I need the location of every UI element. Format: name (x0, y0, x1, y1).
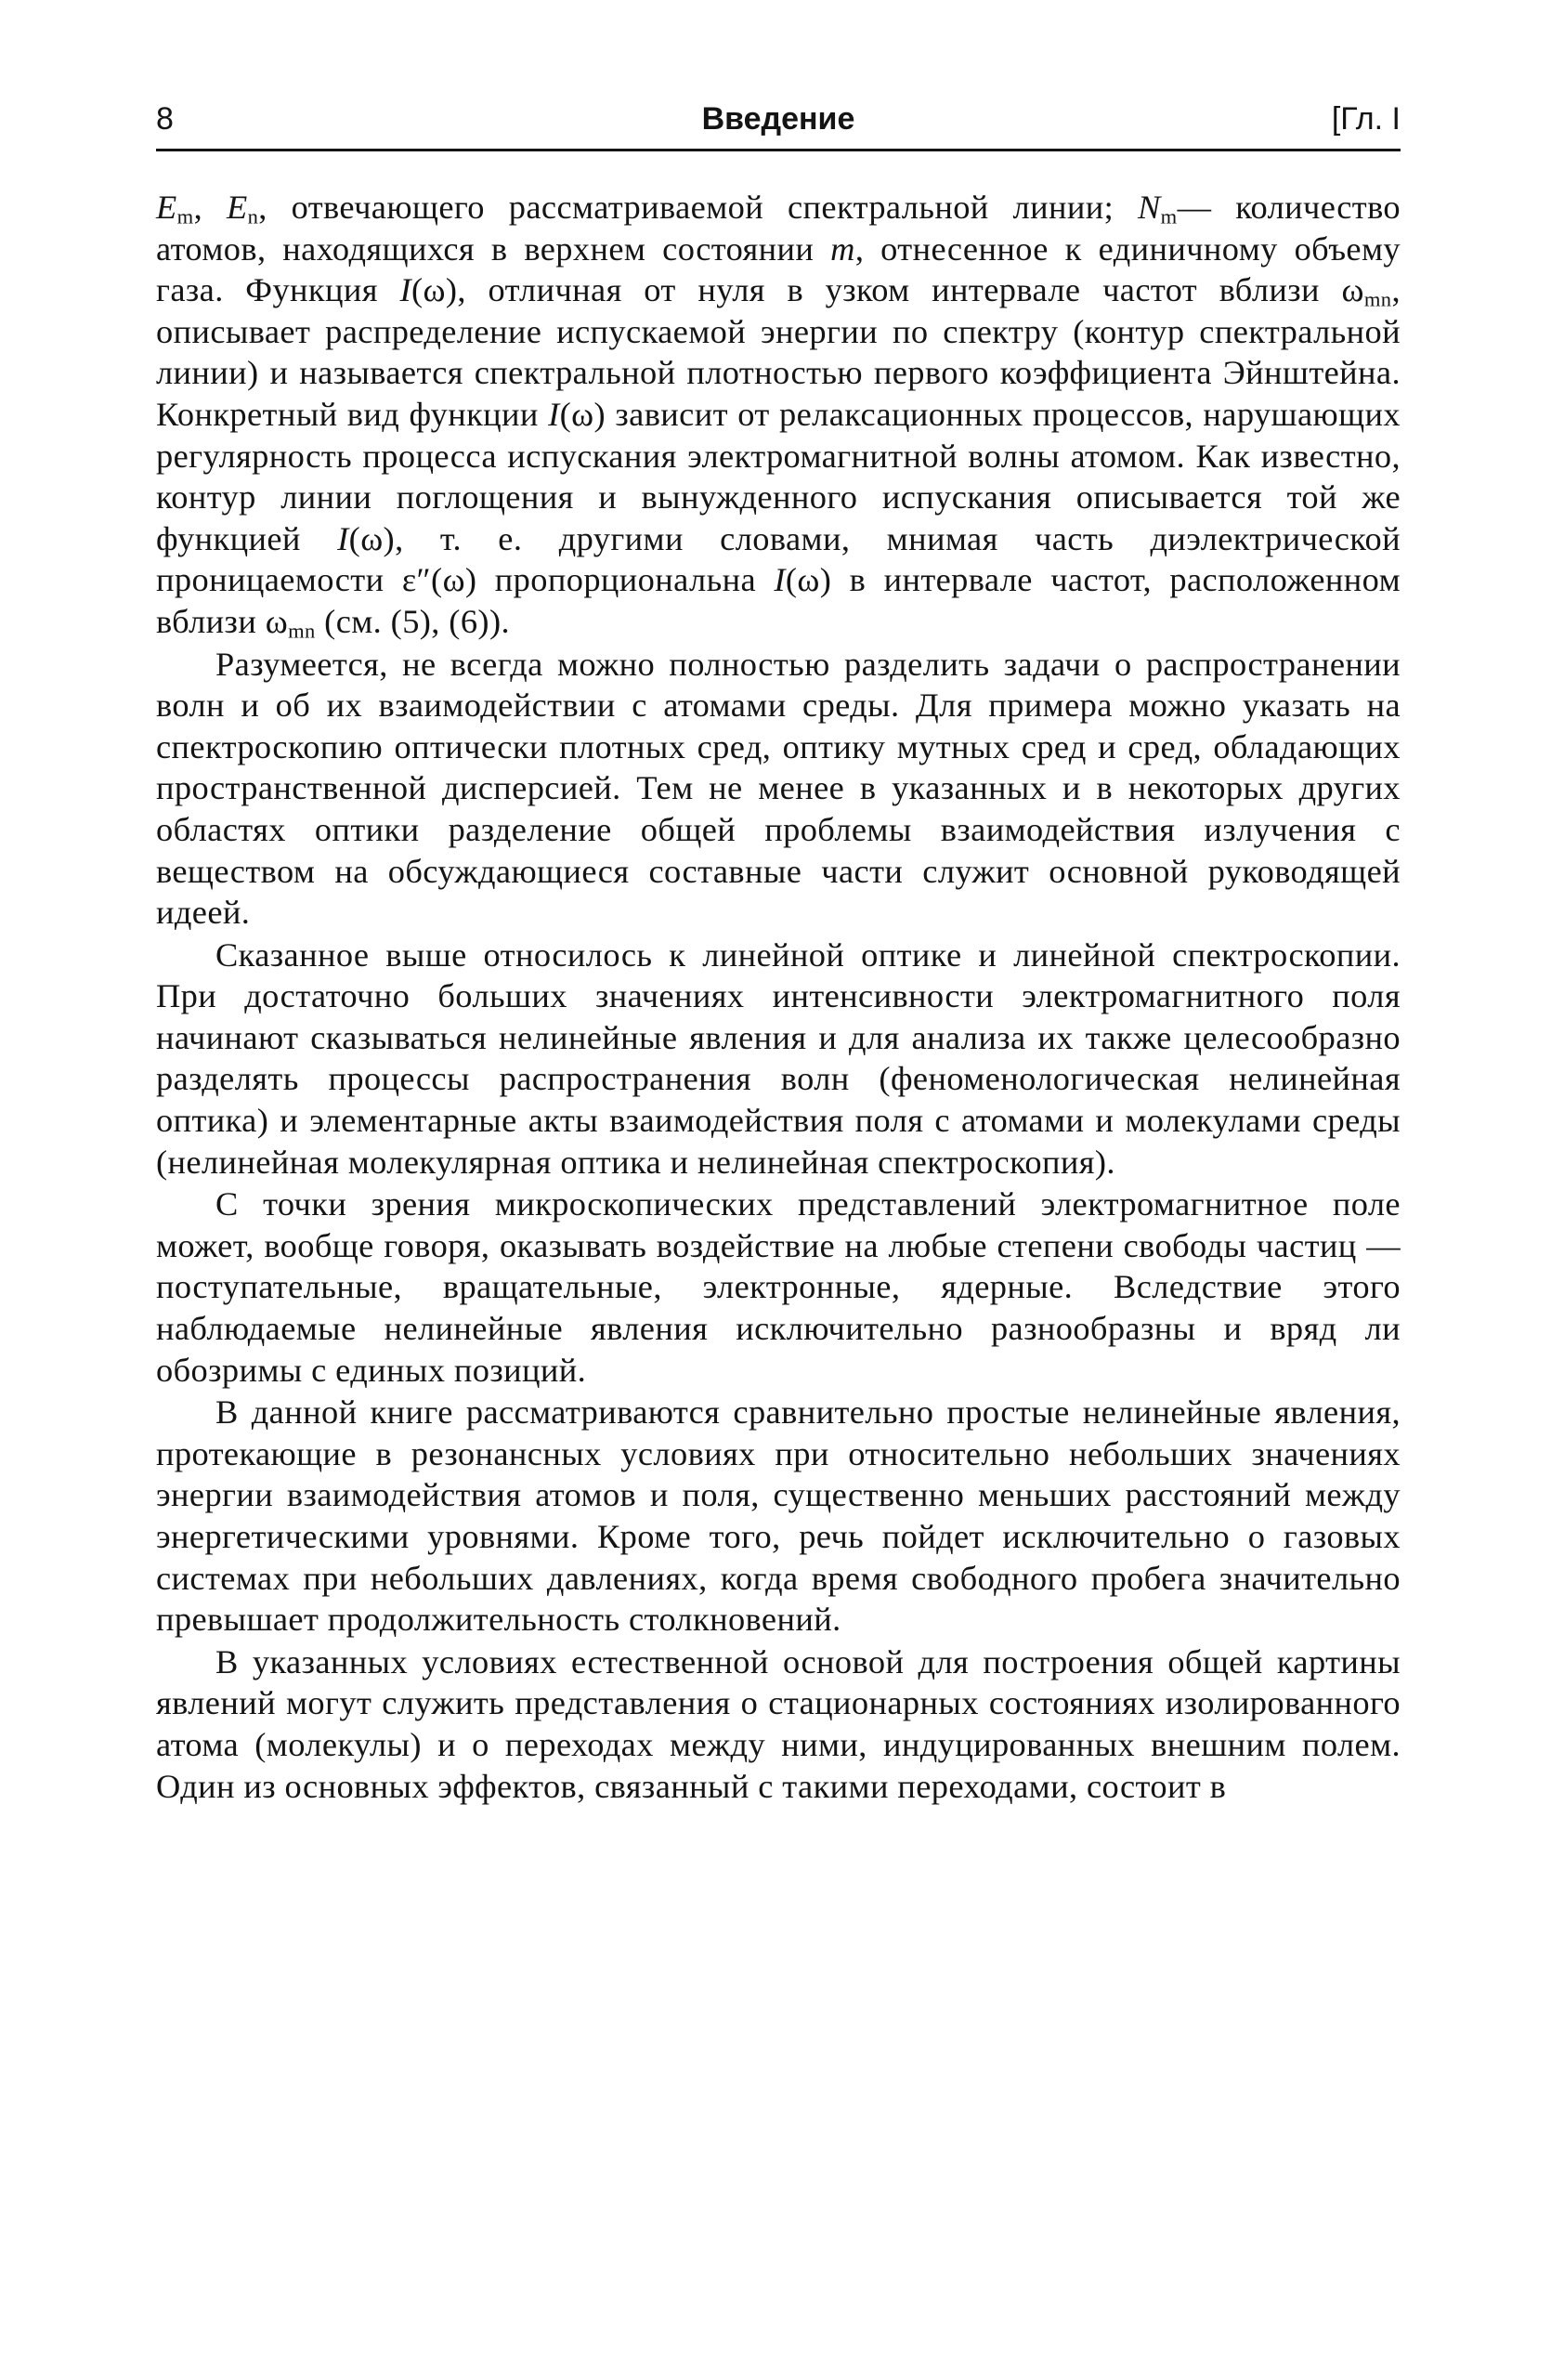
paragraph-2: Разумеется, не всегда можно полностью разделить задачи о распространении волн и об их взаимодействии с атомами среды. Для примера можно указать на спектроскопию оптически плотных сред, оптику мутных сред и сред, обладающих пространственной дисперсией. Тем не менее в указанных и в некоторых других областях оптики разделение общей проблемы взаимодействия излучения с веществом на обсуждающиеся составные части служит основной руководящей идеей. (156, 645, 1401, 932)
symbol-epsilon: ε″(ω) (401, 561, 477, 599)
symbol-I: I (399, 271, 412, 309)
symbol-m: m (830, 229, 855, 268)
symbol-em: E (156, 189, 177, 226)
paragraph-4: С точки зрения микроскопических представлений электромагнитное поле может, вообще говоря, оказывать воздействие на любые степени свободы частиц — поступательные, вращательные, электронные, ядерные. Вследствие этого наблюдаемые нелинейные явления исключительно разнообразны и вряд ли обозримы с единых позиций. (156, 1185, 1401, 1389)
symbol-nm: N (1137, 189, 1161, 226)
paragraph-6: В указанных условиях естественной основой для построения общей картины явлений могут служить представления о стационарных состояниях изолированного атома (молекулы) и о переходах между ними, индуцированных внешним полем. Один из основных эффектов, связанный с такими переходами, состоит в (156, 1642, 1401, 1805)
running-title: Введение (701, 101, 855, 137)
symbol-I: I (337, 519, 349, 557)
symbol-I: I (774, 561, 786, 599)
body-text (156, 187, 1401, 1807)
paragraph-5: В данной книге рассматриваются сравнительно простые нелинейные явления, протекающие в резонансных условиях при относительно небольших значениях энергии взаимодействия атомов и поля, существенно меньших расстояний между энергетическими уровнями. Кроме того, речь пойдет исключительно о газовых системах при небольших давлениях, когда время свободного пробега значительно превышает продолжительность столкновений. (156, 1393, 1401, 1639)
header-rule (156, 149, 1401, 151)
book-page (156, 93, 1401, 1807)
symbol-omega: ω (265, 602, 289, 640)
page-number: 8 (156, 101, 174, 137)
chapter-label: [Гл. I (1331, 101, 1401, 137)
symbol-en: E (226, 189, 248, 226)
symbol-I: I (548, 395, 560, 433)
paragraph-1: $E_m$, $E_n$, отвечающего рассматриваемой спектральной линии; $N_m—$ количество атомов, находящихся в верхнем состоянии m, отнесенное к единичному объему газа. Функция I(ω), отличная от нуля в узком интервале частот вблизи $\omega_{mn}$, описывает распределение испускаемой энергии по спектру (контур спектральной линии) и называется спектральной плотностью первого коэффициента Эйнштейна. Конкретный вид функции I(ω) зависит от релаксационных процессов, нарушающих регулярность процесса испускания электромагнитной волны атомом. Как известно, контур линии поглощения и вынужденного испускания описывается той же функцией I(ω), т. е. другими словами, мнимая часть диэлектрической проницаемости ε″(ω) пропорциональна I(ω) в интервале частот, расположенном вблизи $\omega_{mn}$ (см. (5), (6)). (156, 189, 1401, 643)
symbol-omega: ω (1341, 271, 1364, 309)
running-head (156, 93, 1401, 145)
paragraph-3: Сказанное выше относилось к линейной оптике и линейной спектроскопии. При достаточно больших значениях интенсивности электромагнитного поля начинают сказываться нелинейные явления и для анализа их также целесообразно разделять процессы распространения волн (феноменологическая нелинейная оптика) и элементарные акты взаимодействия поля с атомами и молекулами среды (нелинейная молекулярная оптика и нелинейная спектроскопия). (156, 935, 1401, 1181)
